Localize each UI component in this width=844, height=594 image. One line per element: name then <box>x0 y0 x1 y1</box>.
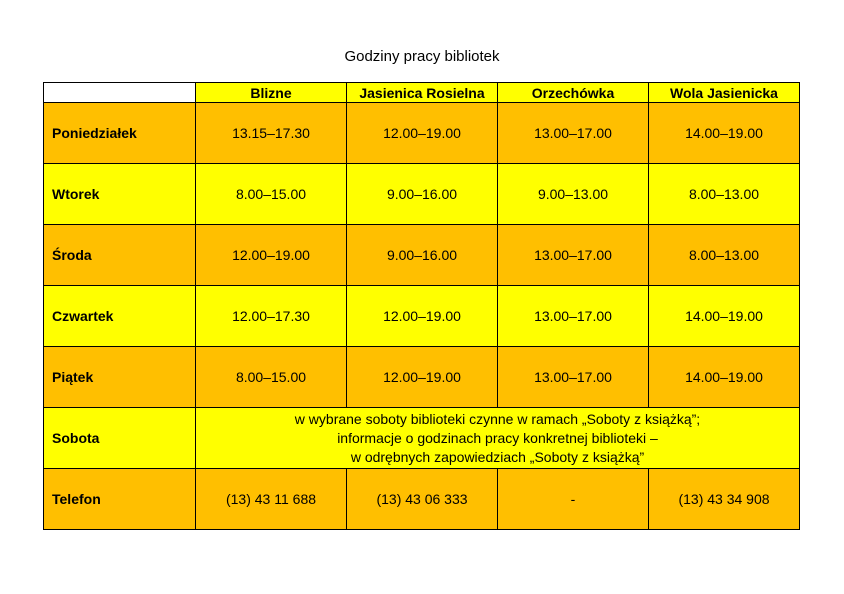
row-label-tuesday: Wtorek <box>44 164 196 225</box>
column-header-jasienica-rosielna: Jasienica Rosielna <box>347 83 498 103</box>
row-label-thursday: Czwartek <box>44 286 196 347</box>
phone-cell: (13) 43 11 688 <box>196 469 347 530</box>
saturday-info-line: w wybrane soboty biblioteki czynne w ramach „Soboty z książką”; <box>294 410 701 427</box>
hours-cell: 13.00–17.00 <box>498 286 649 347</box>
hours-cell: 9.00–16.00 <box>347 225 498 286</box>
header-row <box>44 83 800 103</box>
table-row-saturday <box>44 408 800 469</box>
header-corner-cell <box>44 83 196 103</box>
hours-cell: 12.00–19.00 <box>196 225 347 286</box>
phone-cell: (13) 43 06 333 <box>347 469 498 530</box>
hours-cell: 14.00–19.00 <box>649 103 800 164</box>
saturday-info-cell <box>196 408 800 469</box>
saturday-info-line: w odrębnych zapowiedziach „Soboty z książką” <box>350 448 645 465</box>
hours-cell: 12.00–19.00 <box>347 286 498 347</box>
hours-cell: 14.00–19.00 <box>649 286 800 347</box>
table-row-tuesday <box>44 164 800 225</box>
column-header-orzechowka: Orzechówka <box>498 83 649 103</box>
hours-cell: 8.00–15.00 <box>196 164 347 225</box>
row-label-friday: Piątek <box>44 347 196 408</box>
row-label-saturday: Sobota <box>44 408 196 469</box>
row-label-phone: Telefon <box>44 469 196 530</box>
table-row-monday <box>44 103 800 164</box>
row-label-wednesday: Środa <box>44 225 196 286</box>
phone-cell: - <box>498 469 649 530</box>
hours-cell: 8.00–13.00 <box>649 225 800 286</box>
hours-cell: 14.00–19.00 <box>649 347 800 408</box>
hours-cell: 12.00–19.00 <box>347 347 498 408</box>
row-label-monday: Poniedziałek <box>44 103 196 164</box>
column-header-blizne: Blizne <box>196 83 347 103</box>
hours-cell: 8.00–15.00 <box>196 347 347 408</box>
hours-cell: 13.15–17.30 <box>196 103 347 164</box>
hours-cell: 13.00–17.00 <box>498 103 649 164</box>
table-row-wednesday <box>44 225 800 286</box>
table-row-phone <box>44 469 800 530</box>
hours-cell: 13.00–17.00 <box>498 347 649 408</box>
hours-cell: 13.00–17.00 <box>498 225 649 286</box>
column-header-wola-jasienicka: Wola Jasienicka <box>649 83 800 103</box>
hours-cell: 9.00–13.00 <box>498 164 649 225</box>
document-title: Godziny pracy bibliotek <box>344 48 500 65</box>
phone-cell: (13) 43 34 908 <box>649 469 800 530</box>
saturday-info-line: informacje o godzinach pracy konkretnej biblioteki – <box>337 429 658 446</box>
hours-cell: 9.00–16.00 <box>347 164 498 225</box>
table-row-thursday <box>44 286 800 347</box>
library-hours-table <box>43 82 800 530</box>
table-row-friday <box>44 347 800 408</box>
hours-cell: 12.00–17.30 <box>196 286 347 347</box>
hours-cell: 12.00–19.00 <box>347 103 498 164</box>
hours-cell: 8.00–13.00 <box>649 164 800 225</box>
